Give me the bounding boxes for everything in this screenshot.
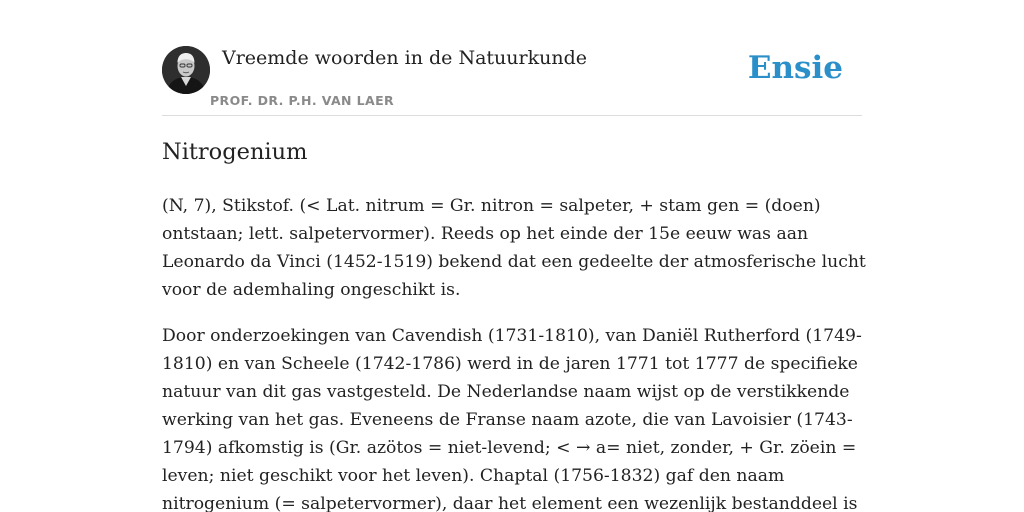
text-line: ontstaan; lett. salpetervormer). Reeds op het einde der 15e eeuw was aan <box>162 224 809 244</box>
author-portrait-icon <box>162 46 210 94</box>
text-line: nitrogenium (= salpetervormer), daar het element een wezenlijk bestanddeel is <box>162 494 858 512</box>
header-divider <box>162 115 862 116</box>
entry-title: Nitrogenium <box>162 139 308 165</box>
brand-logo[interactable]: Ensie <box>747 50 843 86</box>
author-avatar[interactable] <box>162 46 210 94</box>
header <box>162 46 862 116</box>
text-line: leven; niet geschikt voor het leven). Chaptal (1756-1832) gaf den naam <box>162 466 785 486</box>
text-line: 1794) afkomstig is (Gr. azötos = niet-levend; < → a= niet, zonder, + Gr. zöein = <box>162 438 857 458</box>
text-line: Door onderzoekingen van Cavendish (1731-1810), van Daniël Rutherford (1749- <box>162 326 862 346</box>
paragraph <box>162 192 866 304</box>
text-line: (N, 7), Stikstof. (< Lat. nitrum = Gr. nitron = salpeter, + stam gen = (doen) <box>162 196 821 216</box>
text-line: natuur van dit gas vastgesteld. De Nederlandse naam wijst op de verstikkende <box>162 382 850 402</box>
author-name[interactable]: PROF. DR. P.H. VAN LAER <box>210 93 395 108</box>
text-line: voor de ademhaling ongeschikt is. <box>162 280 461 300</box>
entry-body <box>162 192 866 512</box>
book-title[interactable]: Vreemde woorden in de Natuurkunde <box>222 47 587 69</box>
text-line: 1810) en van Scheele (1742-1786) werd in de jaren 1771 tot 1777 de specifieke <box>162 354 858 374</box>
text-line: Leonardo da Vinci (1452-1519) bekend dat een gedeelte der atmosferische lucht <box>162 252 866 272</box>
text-line: werking van het gas. Eveneens de Franse naam azote, die van Lavoisier (1743- <box>162 410 853 430</box>
paragraph <box>162 322 862 512</box>
